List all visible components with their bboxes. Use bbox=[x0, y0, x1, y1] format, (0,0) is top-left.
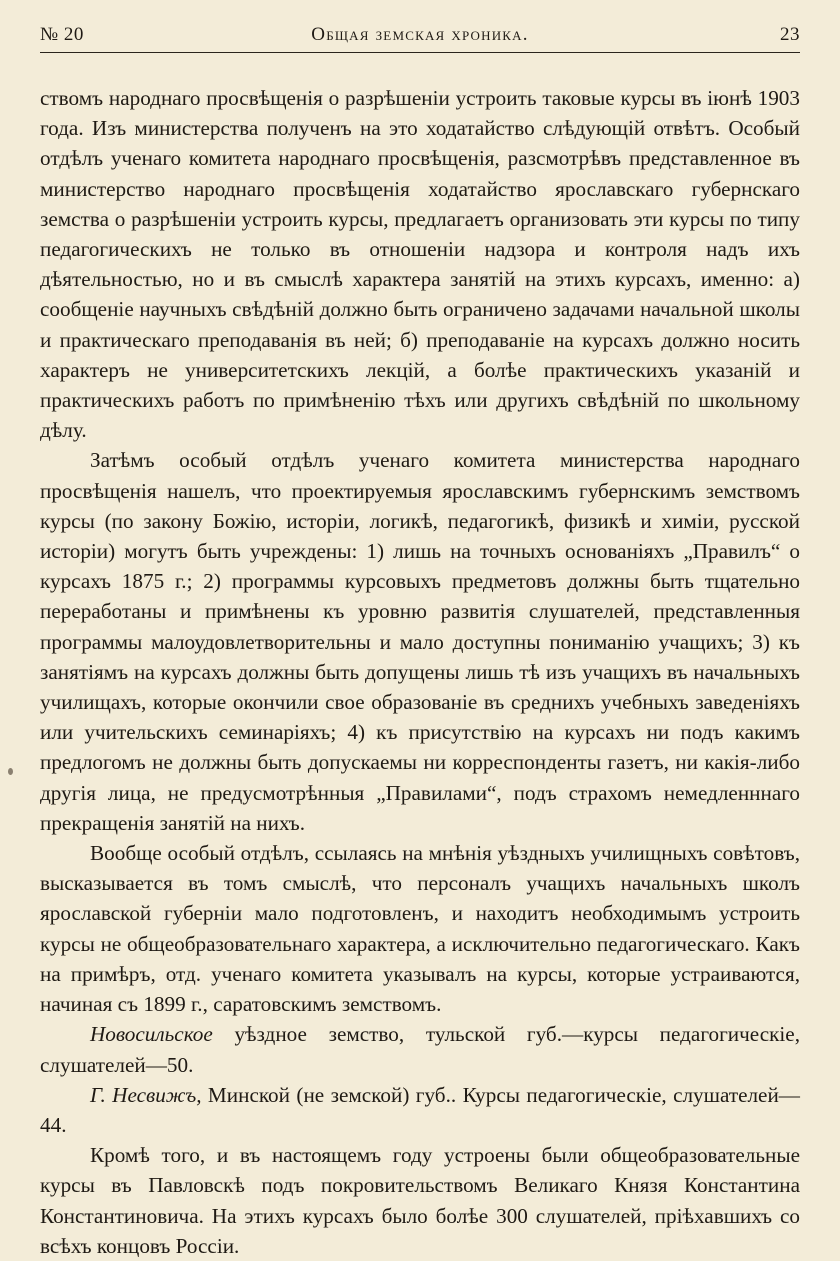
margin-ink-mark bbox=[8, 768, 13, 775]
paragraph-text: уѣздное земство, тульской губ.—курсы педагогическіе, слушателей—50. bbox=[40, 1022, 800, 1077]
place-name-nesvizh: Г. Несвижъ, bbox=[90, 1082, 202, 1107]
paragraph-continuation bbox=[40, 83, 800, 445]
paragraph-text: Затѣмъ особый отдѣлъ ученаго комитета министерства народнаго просвѣщенія нашелъ, что проектируемыя ярославскимъ губернскимъ земствомъ курсы (по закону Божію, исторіи, логикѣ, педагогикѣ, физикѣ и химіи, русской исторіи) могутъ быть учреждены: 1) лишь на точныхъ основаніяхъ „Правилъ“ о курсахъ 1875 г.; 2) программы курсовыхъ предметовъ должны быть тщательно переработаны и примѣнены къ уровню развитія слушателей, представленныя программы малоудовлетворительны и мало доступны пониманію учащихъ; 3) къ занятіямъ на курсахъ должны быть допущены лишь тѣ изъ учащихъ въ начальныхъ училищахъ, которые окончили свое образованіе въ среднихъ учебныхъ заведеніяхъ или учительскихъ семинаріяхъ; 4) къ присутствію на курсахъ ни подъ какимъ предлогомъ не должны быть допускаемы ни корреспонденты газетъ, ни какія-либо другія лица, не предусмотрѣнныя „Правилами“, подъ страхомъ немедленннаго прекращенія занятій на нихъ. bbox=[40, 448, 800, 835]
place-name-novosil: Новосильское bbox=[90, 1022, 213, 1047]
paragraph-novosil bbox=[40, 1019, 800, 1079]
paragraph-text: ствомъ народнаго просвѣщенія о разрѣшеніи устроить таковые курсы въ іюнѣ 1903 года. Изъ министерства полученъ на это ходатайство слѣдующій отвѣтъ. Особый отдѣлъ ученаго комитета народнаго просвѣщенія, разсмотрѣвъ представленное въ министерство народнаго просвѣщенія ходатайство ярославскаго губернскаго земства о разрѣшеніи устроить курсы, предлагаетъ организовать эти курсы по типу педагогическихъ не только въ отношеніи надзора и контроля надъ ихъ дѣятельностью, но и въ смыслѣ характера занятій на этихъ курсахъ, именно: а) сообщеніе научныхъ свѣдѣній должно быть ограничено задачами начальной школы и практическаго преподаванія въ ней; б) преподаваніе на курсахъ должно носить характеръ не университетскихъ лекцій, а болѣе практическихъ указаній и практическихъ работъ по примѣненію тѣхъ или другихъ свѣдѣній по школьному дѣлу. bbox=[40, 86, 800, 443]
page-number: 23 bbox=[780, 24, 800, 45]
paragraph-text: Вообще особый отдѣлъ, ссылаясь на мнѣнія уѣздныхъ училищныхъ совѣтовъ, высказывается въ томъ смыслѣ, что персоналъ учащихъ начальныхъ школъ ярославской губерніи мало подготовленъ, и находитъ необходимымъ устроить курсы не общеобразовательнаго характера, а исключительно педагогическаго. Какъ на примѣръ, отд. ученаго комитета указывалъ на курсы, которые устраиваются, начиная съ 1899 г., саратовскимъ земствомъ. bbox=[40, 841, 800, 1017]
paragraph-general-opinion bbox=[40, 838, 800, 1019]
issue-number: № 20 bbox=[40, 24, 84, 45]
running-head bbox=[40, 20, 800, 53]
paragraph-nesvizh bbox=[40, 1080, 800, 1140]
running-title: Общая земская хроника. bbox=[311, 24, 529, 45]
paragraph-pavlovsk bbox=[40, 1140, 800, 1261]
paragraph-ministry-findings bbox=[40, 445, 800, 838]
paragraph-text: Минской (не земской) губ.. Курсы педагогическіе, слушателей—44. bbox=[40, 1082, 800, 1137]
paragraph-text: Кромѣ того, и въ настоящемъ году устроены были общеобразовательные курсы въ Павловскѣ подъ покровительствомъ Великаго Князя Константина Константиновича. На этихъ курсахъ было болѣе 300 слушателей, пріѣхавшихъ со всѣхъ концовъ Россіи. bbox=[40, 1143, 800, 1258]
body-text bbox=[40, 83, 800, 1261]
